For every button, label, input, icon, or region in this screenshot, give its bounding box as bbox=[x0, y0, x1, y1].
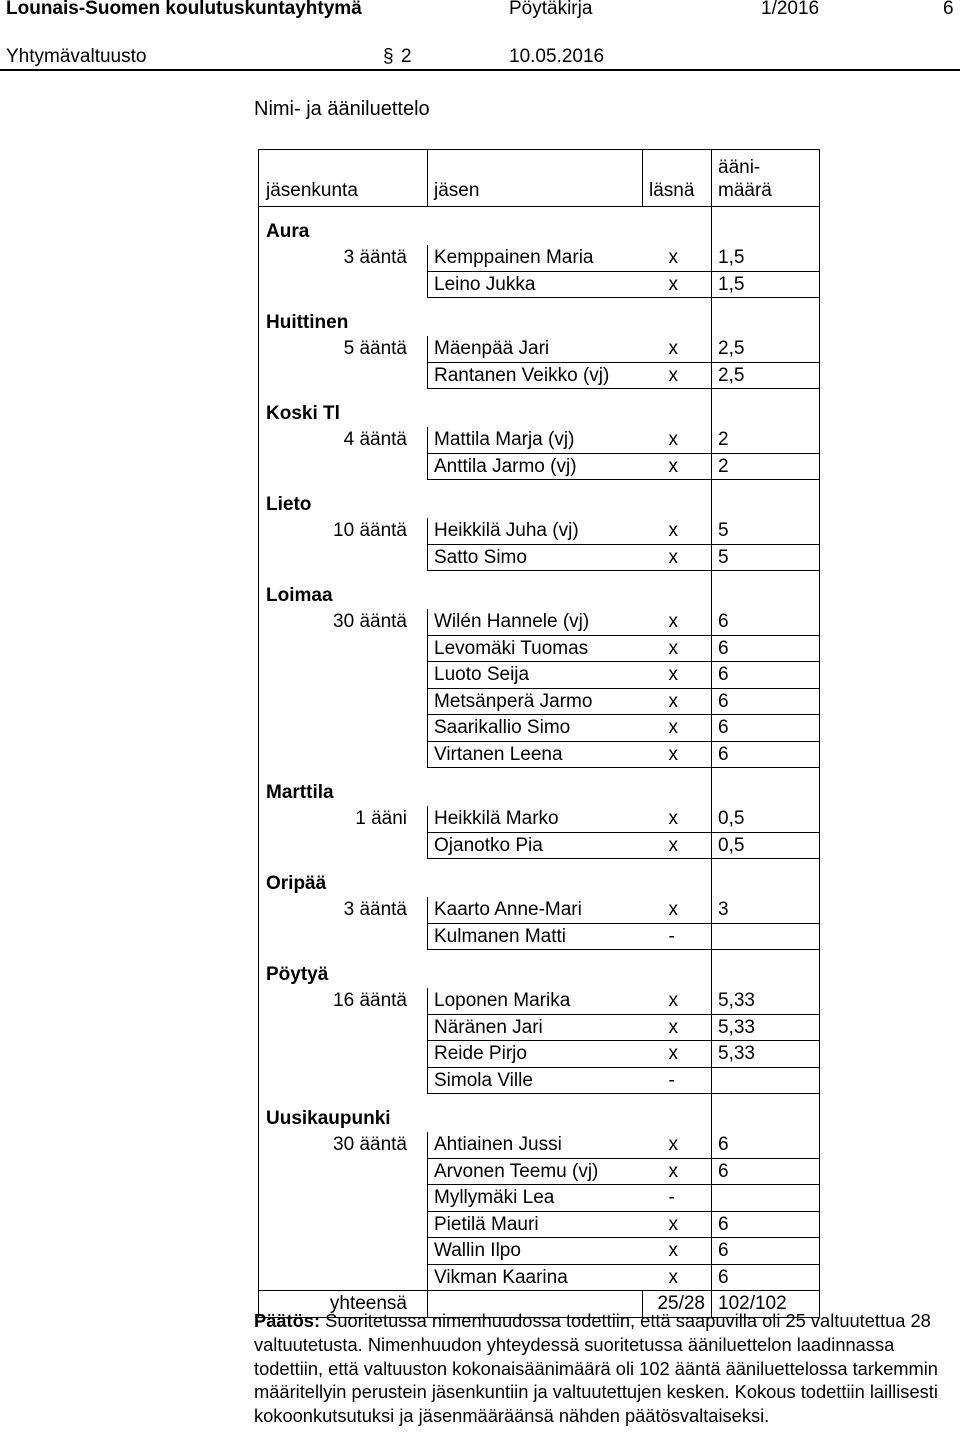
municipality-vote-count bbox=[259, 1185, 428, 1212]
table-row bbox=[259, 1014, 820, 1041]
present-mark: x bbox=[643, 688, 712, 715]
municipality-vote-count bbox=[259, 715, 428, 742]
decision-label: Päätös: bbox=[254, 1310, 321, 1331]
member-name: Reide Pirjo bbox=[428, 1041, 643, 1068]
table-row bbox=[259, 1264, 820, 1291]
member-name: Vikman Kaarina bbox=[428, 1264, 643, 1291]
municipality-vote-count bbox=[259, 1014, 428, 1041]
municipality-spacer bbox=[428, 298, 643, 337]
municipality-spacer bbox=[428, 480, 643, 519]
municipality-spacer bbox=[643, 859, 712, 898]
header-divider bbox=[0, 69, 960, 71]
municipality-vote-count bbox=[259, 1211, 428, 1238]
table-row bbox=[259, 271, 820, 298]
member-votes: 6 bbox=[712, 1132, 820, 1158]
header-present: läsnä bbox=[643, 150, 712, 207]
table-row bbox=[259, 453, 820, 480]
table-row bbox=[259, 715, 820, 742]
table-row bbox=[259, 1132, 820, 1158]
member-votes: 6 bbox=[712, 688, 820, 715]
municipality-vote-count: 3 ääntä bbox=[259, 245, 428, 271]
total-label: yhteensä bbox=[259, 1291, 428, 1318]
table-row bbox=[259, 635, 820, 662]
municipality-spacer bbox=[428, 389, 643, 428]
municipality-spacer bbox=[643, 571, 712, 610]
page-title: Nimi- ja ääniluettelo bbox=[254, 98, 430, 120]
table-row bbox=[259, 741, 820, 768]
member-name: Mattila Marja (vj) bbox=[428, 427, 643, 453]
header-votes bbox=[712, 150, 820, 207]
present-mark: x bbox=[643, 662, 712, 689]
member-votes bbox=[712, 923, 820, 950]
present-mark: x bbox=[643, 1132, 712, 1158]
municipality-vote-count bbox=[259, 1067, 428, 1094]
present-mark: x bbox=[643, 1158, 712, 1185]
present-mark: x bbox=[643, 832, 712, 859]
meeting-date: 10.05.2016 bbox=[509, 46, 605, 67]
member-name: Pietilä Mauri bbox=[428, 1211, 643, 1238]
municipality-spacer bbox=[712, 207, 820, 246]
member-votes: 3 bbox=[712, 897, 820, 923]
municipality-row bbox=[259, 1094, 820, 1133]
municipality-row bbox=[259, 571, 820, 610]
municipality-vote-count bbox=[259, 271, 428, 298]
municipality-spacer bbox=[643, 768, 712, 807]
member-votes bbox=[712, 1067, 820, 1094]
table-row bbox=[259, 662, 820, 689]
municipality-spacer bbox=[643, 389, 712, 428]
member-votes: 5 bbox=[712, 544, 820, 571]
member-votes: 6 bbox=[712, 1238, 820, 1265]
municipality-spacer bbox=[428, 571, 643, 610]
municipality-vote-count: 1 ääni bbox=[259, 806, 428, 832]
present-mark: x bbox=[643, 453, 712, 480]
municipality-vote-count bbox=[259, 635, 428, 662]
municipality-vote-count: 10 ääntä bbox=[259, 518, 428, 544]
present-mark: x bbox=[643, 988, 712, 1014]
member-name: Rantanen Veikko (vj) bbox=[428, 362, 643, 389]
member-name: Näränen Jari bbox=[428, 1014, 643, 1041]
municipality-spacer bbox=[643, 298, 712, 337]
member-name: Metsänperä Jarmo bbox=[428, 688, 643, 715]
municipality-vote-count bbox=[259, 1238, 428, 1265]
present-mark: x bbox=[643, 336, 712, 362]
member-votes: 6 bbox=[712, 1264, 820, 1291]
table-header-row bbox=[259, 150, 820, 207]
table-row bbox=[259, 1067, 820, 1094]
table-row bbox=[259, 1041, 820, 1068]
table-row bbox=[259, 518, 820, 544]
municipality-row bbox=[259, 480, 820, 519]
municipality-spacer bbox=[712, 389, 820, 428]
organization-name: Lounais-Suomen koulutuskuntayhtymä bbox=[6, 0, 362, 19]
present-mark: x bbox=[643, 897, 712, 923]
table-row bbox=[259, 544, 820, 571]
member-name: Loponen Marika bbox=[428, 988, 643, 1014]
municipality-spacer bbox=[643, 480, 712, 519]
municipality-row bbox=[259, 207, 820, 246]
vote-table bbox=[258, 149, 820, 1318]
table-row bbox=[259, 688, 820, 715]
municipality-name: Huittinen bbox=[259, 298, 428, 337]
member-votes: 5,33 bbox=[712, 1041, 820, 1068]
member-votes: 2,5 bbox=[712, 362, 820, 389]
member-votes: 6 bbox=[712, 609, 820, 635]
member-votes: 1,5 bbox=[712, 245, 820, 271]
municipality-spacer bbox=[428, 207, 643, 246]
municipality-spacer bbox=[428, 859, 643, 898]
municipality-vote-count bbox=[259, 362, 428, 389]
present-mark: x bbox=[643, 635, 712, 662]
table-row bbox=[259, 897, 820, 923]
member-name: Wilén Hannele (vj) bbox=[428, 609, 643, 635]
member-votes: 6 bbox=[712, 635, 820, 662]
present-mark: x bbox=[643, 245, 712, 271]
present-mark: - bbox=[643, 1067, 712, 1094]
member-name: Wallin Ilpo bbox=[428, 1238, 643, 1265]
present-mark: x bbox=[643, 544, 712, 571]
municipality-spacer bbox=[712, 1094, 820, 1133]
document-type: Pöytäkirja bbox=[509, 0, 593, 19]
municipality-row bbox=[259, 768, 820, 807]
member-votes: 6 bbox=[712, 1211, 820, 1238]
member-name: Satto Simo bbox=[428, 544, 643, 571]
table-row bbox=[259, 923, 820, 950]
municipality-name: Pöytyä bbox=[259, 950, 428, 989]
present-mark: x bbox=[643, 609, 712, 635]
member-votes bbox=[712, 1185, 820, 1212]
municipality-name: Koski Tl bbox=[259, 389, 428, 428]
member-name: Luoto Seija bbox=[428, 662, 643, 689]
municipality-row bbox=[259, 298, 820, 337]
table-row bbox=[259, 362, 820, 389]
header-votes-line1: ääni- bbox=[718, 157, 761, 178]
present-mark: - bbox=[643, 1185, 712, 1212]
municipality-row bbox=[259, 389, 820, 428]
municipality-vote-count bbox=[259, 544, 428, 571]
present-mark: x bbox=[643, 1014, 712, 1041]
municipality-spacer bbox=[643, 207, 712, 246]
municipality-name: Marttila bbox=[259, 768, 428, 807]
total-present: 25/28 bbox=[643, 1291, 712, 1318]
member-votes: 6 bbox=[712, 741, 820, 768]
municipality-vote-count bbox=[259, 832, 428, 859]
member-name: Kemppainen Maria bbox=[428, 245, 643, 271]
municipality-vote-count: 30 ääntä bbox=[259, 609, 428, 635]
municipality-spacer bbox=[712, 480, 820, 519]
present-mark: x bbox=[643, 1264, 712, 1291]
member-votes: 5,33 bbox=[712, 988, 820, 1014]
municipality-spacer bbox=[712, 859, 820, 898]
municipality-spacer bbox=[643, 1094, 712, 1133]
member-name: Myllymäki Lea bbox=[428, 1185, 643, 1212]
member-votes: 0,5 bbox=[712, 832, 820, 859]
decision-paragraph bbox=[254, 1309, 954, 1428]
member-name: Heikkilä Marko bbox=[428, 806, 643, 832]
present-mark: x bbox=[643, 362, 712, 389]
municipality-vote-count: 30 ääntä bbox=[259, 1132, 428, 1158]
municipality-spacer bbox=[428, 950, 643, 989]
table-row bbox=[259, 806, 820, 832]
member-name: Virtanen Leena bbox=[428, 741, 643, 768]
member-name: Mäenpää Jari bbox=[428, 336, 643, 362]
municipality-vote-count bbox=[259, 1264, 428, 1291]
table-row bbox=[259, 427, 820, 453]
present-mark: x bbox=[643, 1041, 712, 1068]
municipality-vote-count bbox=[259, 741, 428, 768]
present-mark: x bbox=[643, 271, 712, 298]
present-mark: x bbox=[643, 1211, 712, 1238]
member-name: Saarikallio Simo bbox=[428, 715, 643, 742]
municipality-spacer bbox=[712, 298, 820, 337]
table-row bbox=[259, 1211, 820, 1238]
member-name: Simola Ville bbox=[428, 1067, 643, 1094]
municipality-spacer bbox=[428, 1094, 643, 1133]
member-name: Kulmanen Matti bbox=[428, 923, 643, 950]
municipality-vote-count bbox=[259, 1041, 428, 1068]
section-number: 2 bbox=[401, 46, 412, 67]
member-name: Ojanotko Pia bbox=[428, 832, 643, 859]
present-mark: x bbox=[643, 806, 712, 832]
municipality-name: Lieto bbox=[259, 480, 428, 519]
table-row bbox=[259, 245, 820, 271]
municipality-name: Loimaa bbox=[259, 571, 428, 610]
municipality-vote-count bbox=[259, 453, 428, 480]
member-name: Arvonen Teemu (vj) bbox=[428, 1158, 643, 1185]
municipality-vote-count: 16 ääntä bbox=[259, 988, 428, 1014]
municipality-vote-count bbox=[259, 923, 428, 950]
municipality-spacer bbox=[428, 768, 643, 807]
member-votes: 6 bbox=[712, 1158, 820, 1185]
table-row bbox=[259, 832, 820, 859]
member-votes: 6 bbox=[712, 715, 820, 742]
member-name: Kaarto Anne-Mari bbox=[428, 897, 643, 923]
municipality-name: Oripää bbox=[259, 859, 428, 898]
present-mark: x bbox=[643, 518, 712, 544]
page-number: 6 bbox=[943, 0, 954, 19]
body-name: Yhtymävaltuusto bbox=[6, 46, 147, 67]
municipality-spacer bbox=[712, 768, 820, 807]
header-member: jäsen bbox=[428, 150, 643, 207]
municipality-vote-count bbox=[259, 688, 428, 715]
municipality-row bbox=[259, 950, 820, 989]
section-symbol: § bbox=[383, 46, 394, 67]
municipality-spacer bbox=[712, 950, 820, 989]
municipality-name: Aura bbox=[259, 207, 428, 246]
member-votes: 6 bbox=[712, 662, 820, 689]
municipality-vote-count: 5 ääntä bbox=[259, 336, 428, 362]
decision-text: Suoritetussa nimenhuudossa todettiin, että saapuvilla oli 25 valtuutettua 28 valtuutetusta. Nimenhuudon yhteydessä suoritetussa ääniluettelon laadinnassa todettiin, että valtuuston kokonaisäänimäärä oli 102 ääntä ääniluettelossa tarkemmin määritellyin perustein jäsenkuntiin ja valtuutettujen kesken. Kokous todettiin laillisesti kokoonkutsutuksi ja jäsenmääräänsä nähden päätösvaltaiseksi. bbox=[254, 1310, 938, 1427]
municipality-vote-count bbox=[259, 1158, 428, 1185]
member-name: Heikkilä Juha (vj) bbox=[428, 518, 643, 544]
present-mark: x bbox=[643, 427, 712, 453]
member-votes: 2 bbox=[712, 453, 820, 480]
member-votes: 1,5 bbox=[712, 271, 820, 298]
document-number: 1/2016 bbox=[761, 0, 820, 19]
present-mark: x bbox=[643, 715, 712, 742]
municipality-vote-count: 3 ääntä bbox=[259, 897, 428, 923]
member-name: Leino Jukka bbox=[428, 271, 643, 298]
present-mark: x bbox=[643, 741, 712, 768]
table-row bbox=[259, 336, 820, 362]
present-mark: - bbox=[643, 923, 712, 950]
member-votes: 2 bbox=[712, 427, 820, 453]
table-row bbox=[259, 1185, 820, 1212]
table-row bbox=[259, 609, 820, 635]
member-votes: 0,5 bbox=[712, 806, 820, 832]
present-mark: x bbox=[643, 1238, 712, 1265]
member-votes: 5,33 bbox=[712, 1014, 820, 1041]
member-votes: 2,5 bbox=[712, 336, 820, 362]
table-row bbox=[259, 1158, 820, 1185]
header-municipality: jäsenkunta bbox=[259, 150, 428, 207]
municipality-row bbox=[259, 859, 820, 898]
municipality-spacer bbox=[643, 950, 712, 989]
member-name: Anttila Jarmo (vj) bbox=[428, 453, 643, 480]
table-row bbox=[259, 1238, 820, 1265]
municipality-spacer bbox=[712, 571, 820, 610]
municipality-vote-count bbox=[259, 662, 428, 689]
header-votes-line2: määrä bbox=[718, 180, 772, 201]
member-name: Ahtiainen Jussi bbox=[428, 1132, 643, 1158]
table-row bbox=[259, 988, 820, 1014]
municipality-name: Uusikaupunki bbox=[259, 1094, 428, 1133]
member-votes: 5 bbox=[712, 518, 820, 544]
member-name: Levomäki Tuomas bbox=[428, 635, 643, 662]
total-votes: 102/102 bbox=[712, 1291, 820, 1318]
municipality-vote-count: 4 ääntä bbox=[259, 427, 428, 453]
